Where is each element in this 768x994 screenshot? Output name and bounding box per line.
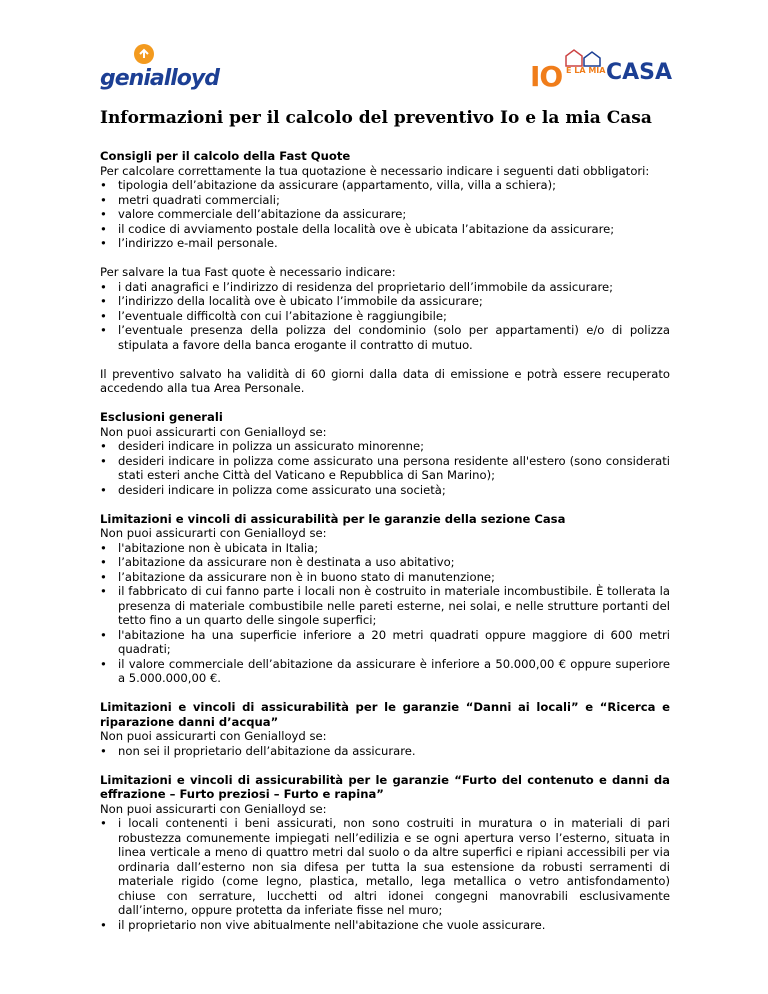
fast-quote-list: [100, 178, 670, 251]
section-title-fast-quote: Consigli per il calcolo della Fast Quote: [100, 149, 351, 163]
list-item: • l’abitazione da assicurare non è in buono stato di manutenzione;: [100, 570, 670, 585]
genialloyd-logo: [100, 44, 220, 94]
house-icon: [564, 48, 608, 68]
section-intro: Non puoi assicurarti con Genialloyd se:: [100, 801, 327, 816]
section-title-esclusioni: Esclusioni generali: [100, 410, 223, 424]
section-intro: Non puoi assicurarti con Genialloyd se:: [100, 424, 327, 439]
list-item: • tipologia dell’abitazione da assicurare (appartamento, villa, villa a schiera);: [100, 178, 670, 193]
list-item: • metri quadrati commerciali;: [100, 193, 670, 208]
list-item: • l’eventuale presenza della polizza del condominio (solo per appartamenti) e/o di polizza stipulata a favore della banca erogante il contratto di mutuo.: [100, 323, 670, 352]
list-item: • il proprietario non vive abitualmente nell'abitazione che vuole assicurare.: [100, 918, 670, 933]
list-item: • valore commerciale dell’abitazione da assicurare;: [100, 207, 670, 222]
list-item: • l’indirizzo della località ove è ubicato l’immobile da assicurare;: [100, 294, 670, 309]
list-item: • i locali contenenti i beni assicurati, non sono costruiti in muratura o in materiali di pari robustezza comunemente impiegati nell’edilizia e se ogni apertura verso l’esterno, situata in linea verticale a meno di quattro metri dal suolo o da altre superfici e ripiani accessibili per via ordinaria dall’esterno non sia difesa per tutta la sua estensione da robusti serramenti di materiale rigido (come legno, plastica, metallo, lega metallica o vetro antisfondamento) chiuse con serrature, lucchetti od altri idonei congegni manovrabili esclusivamente dall’interno, oppure protetta da inferiate fisse nel muro;: [100, 816, 670, 918]
page-title: Informazioni per il calcolo del preventivo Io e la mia Casa: [100, 108, 652, 128]
section-title-danni: Limitazioni e vincoli di assicurabilità per le garanzie “Danni ai locali” e “Ricerca e riparazione danni d’acqua”: [100, 700, 670, 729]
section-intro: Non puoi assicurarti con Genialloyd se:: [100, 526, 327, 540]
danni-list: [100, 744, 670, 759]
furto-list: [100, 816, 670, 932]
list-item: • desideri indicare in polizza come assicurato una persona residente all'estero (sono considerati stati esteri anche Città del Vaticano e Repubblica di San Marino);: [100, 454, 670, 483]
list-item: • l’eventuale difficoltà con cui l’abitazione è raggiungibile;: [100, 309, 670, 324]
list-item: • il codice di avviamento postale della località ove è ubicata l’abitazione da assicurare;: [100, 222, 670, 237]
genialloyd-logo-icon: [134, 44, 154, 64]
list-item: • l'abitazione ha una superficie inferiore a 20 metri quadrati oppure maggiore di 600 metri quadrati;: [100, 628, 670, 657]
list-item: • non sei il proprietario dell’abitazione da assicurare.: [100, 744, 670, 759]
save-quote-list: [100, 280, 670, 353]
list-item: • i dati anagrafici e l’indirizzo di residenza del proprietario dell’immobile da assicurare;: [100, 280, 670, 295]
section-intro: Non puoi assicurarti con Genialloyd se:: [100, 729, 327, 743]
document-body: [100, 108, 670, 932]
genialloyd-logo-text: genialloyd: [100, 66, 220, 91]
logo-casa: CASA: [606, 60, 673, 85]
list-item: • l'abitazione non è ubicata in Italia;: [100, 541, 670, 556]
list-item: • desideri indicare in polizza come assicurato una società;: [100, 483, 670, 498]
casa-list: [100, 541, 670, 686]
io-e-la-mia-casa-logo: [530, 48, 673, 93]
list-item: • il fabbricato di cui fanno parte i locali non è costruito in materiale incombustibile. È tollerata la presenza di materiale combustibile nelle pareti esterne, nei solai, e nelle strutture portanti del tetto fino a un quarto delle singole superfici;: [100, 584, 670, 628]
section-title-furto: Limitazioni e vincoli di assicurabilità per le garanzie “Furto del contenuto e danni da effrazione – Furto preziosi – Furto e rapina”: [100, 772, 670, 801]
section-intro: Per salvare la tua Fast quote è necessario indicare:: [100, 265, 396, 279]
validity-note: Il preventivo salvato ha validità di 60 giorni dalla data di emissione e potrà essere recuperato accedendo alla tua Area Personale.: [100, 366, 670, 395]
list-item: • l’indirizzo e-mail personale.: [100, 236, 670, 251]
logo-elamia: E LA MIA: [566, 66, 606, 75]
list-item: • l’abitazione da assicurare non è destinata a uso abitativo;: [100, 555, 670, 570]
list-item: • il valore commerciale dell’abitazione da assicurare è inferiore a 50.000,00 € oppure superiore a 5.000.000,00 €.: [100, 657, 670, 686]
list-item: • desideri indicare in polizza un assicurato minorenne;: [100, 439, 670, 454]
section-intro: Per calcolare correttamente la tua quotazione è necessario indicare i seguenti dati obbligatori:: [100, 163, 650, 178]
section-title-casa: Limitazioni e vincoli di assicurabilità per le garanzie della sezione Casa: [100, 511, 566, 526]
logo-io: IO: [530, 60, 563, 93]
esclusioni-list: [100, 439, 670, 497]
